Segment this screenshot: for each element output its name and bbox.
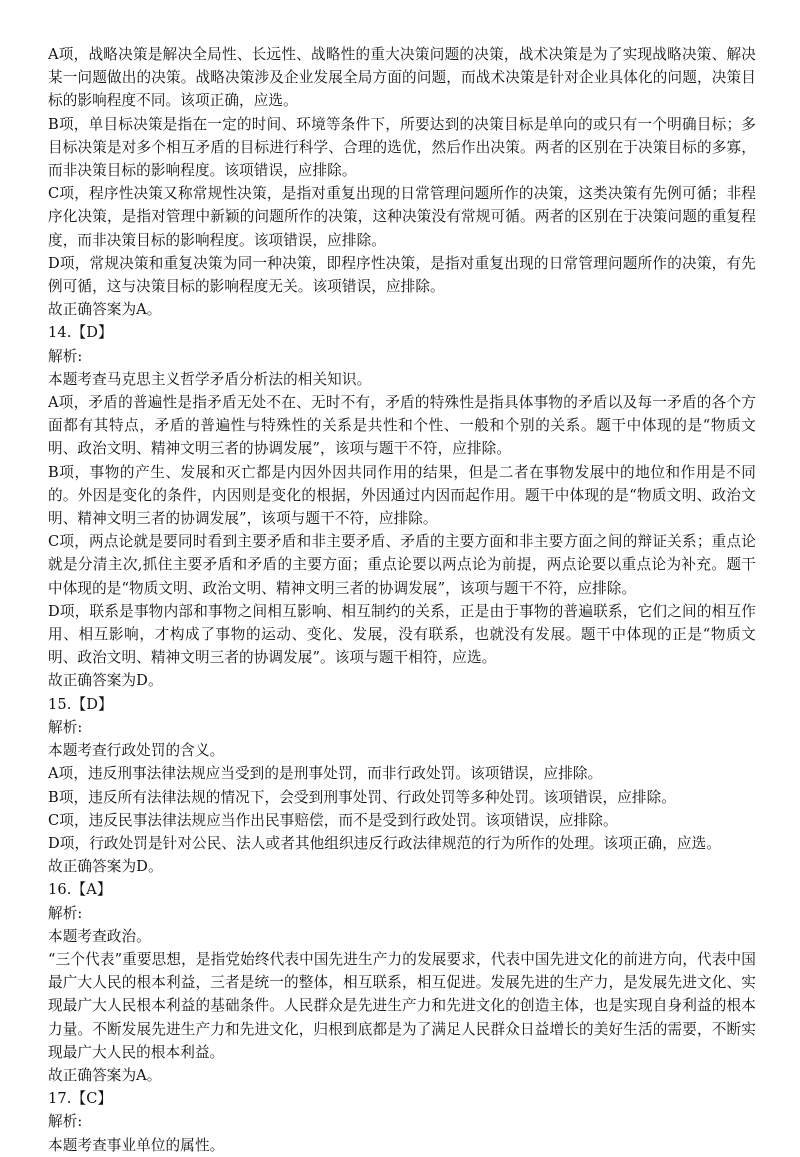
topic-line: 本题考查马克思主义哲学矛盾分析法的相关知识。: [48, 370, 372, 388]
answer-line: 故正确答案为D。: [48, 672, 163, 690]
option-c-explanation: C项，两点论就是要同时看到主要矛盾和非主要矛盾、矛盾的主要方面和非主要方面之间的辩证关系；重点论就是分清主次,抓住主要矛盾和矛盾的主要方面；重点论要以两点论为前提，两点论要以重点论为补充。题干中体现的是“物质文明、政治文明、精神文明三者的协调发展”，该项与题干不符，应排除。: [48, 533, 756, 597]
analysis-label: 解析:: [48, 1113, 83, 1131]
analysis-label: 解析:: [48, 347, 83, 365]
answer-line: 故正确答案为D。: [48, 858, 163, 876]
topic-line: 本题考查政治。: [48, 927, 151, 945]
answer-line: 故正确答案为A。: [48, 1066, 162, 1084]
option-a-explanation: A项，违反刑事法律法规应当受到的是刑事处罚，而非行政处罚。该项错误，应排除。: [48, 765, 603, 783]
analysis-label: 解析:: [48, 718, 83, 736]
question-17-heading: 17.【C】: [48, 1090, 113, 1108]
question-15-heading: 15.【D】: [48, 695, 113, 713]
option-d-explanation: D项，联系是事物内部和事物之间相互影响、相互制约的关系，正是由于事物的普遍联系，它们之间的相互作用、相互影响，才构成了事物的运动、变化、发展，没有联系，也就没有发展。题干中体现的正是“物质文明、政治文明、精神文明三者的协调发展”。该项与题干相符，应选。: [48, 602, 756, 667]
explanation-paragraph: “三个代表”重要思想，是指党始终代表中国先进生产力的发展要求，代表中国先进文化的前进方向，代表中国最广大人民的根本利益，三者是统一的整体，相互联系，相互促进。发展先进的生产力，是发展先进文化、实现最广大人民根本利益的基础条件。人民群众是先进生产力和先进文化的创造主体，也是实现自身利益的根本力量。不断发展先进生产力和先进文化，归根到底都是为了满足人民群众日益增长的美好生活的需要，不断实现最广大人民的根本利益。: [48, 950, 756, 1061]
answer-line: 故正确答案为A。: [48, 301, 162, 319]
topic-line: 本题考查事业单位的属性。: [48, 1136, 225, 1154]
option-b-explanation: B项，违反所有法律法规的情况下，会受到刑事处罚、行政处罚等多种处罚。该项错误，应排除。: [48, 788, 676, 806]
option-d-explanation: D项，常规决策和重复决策为同一种决策，即程序性决策，是指对重复出现的日常管理问题所作的决策，有先例可循，这与决策目标的影响程度无关。该项错误，应排除。: [48, 254, 756, 296]
option-b-explanation: B项，单目标决策是指在一定的时间、环境等条件下，所要达到的决策目标是单向的或只有一个明确目标；多目标决策是对多个相互矛盾的目标进行科学、合理的选优，然后作出决策。两者的区别在于决策目标的多寡，而非决策目标的影响程度。该项错误，应排除。: [48, 115, 756, 180]
option-a-explanation: A项，战略决策是解决全局性、长远性、战略性的重大决策问题的决策，战术决策是为了实现战略决策、解决某一问题做出的决策。战略决策涉及企业发展全局方面的问题，而战术决策是针对企业具体化的问题，决策目标的影响程度不同。该项正确，应选。: [48, 46, 756, 110]
option-b-explanation: B项，事物的产生、发展和灭亡都是内因外因共同作用的结果，但是二者在事物发展中的地位和作用是不同的。外因是变化的条件，内因则是变化的根据，外因通过内因而起作用。题干中体现的是“物质文明、政治文明、精神文明三者的协调发展”，该项与题干不符，应排除。: [48, 463, 756, 528]
option-a-explanation: A项，矛盾的普遍性是指矛盾无处不在、无时不有，矛盾的特殊性是指具体事物的矛盾以及每一矛盾的各个方面都有其特点，矛盾的普遍性与特殊性的关系是共性和个性、一般和个别的关系。题干中体现的是“物质文明、政治文明、精神文明三者的协调发展”，该项与题干不符，应排除。: [48, 394, 756, 458]
topic-line: 本题考查行政处罚的含义。: [48, 742, 225, 760]
question-16-heading: 16.【A】: [48, 881, 112, 899]
analysis-label: 解析:: [48, 904, 83, 922]
question-14-heading: 14.【D】: [48, 324, 113, 342]
option-d-explanation: D项，行政处罚是针对公民、法人或者其他组织违反行政法律规范的行为所作的处理。该项正确，应选。: [48, 834, 722, 852]
option-c-explanation: C项，程序性决策又称常规性决策，是指对重复出现的日常管理问题所作的决策，这类决策有先例可循；非程序化决策，是指对管理中新颖的问题所作的决策，这种决策没有常规可循。两者的区别在于决策问题的重复程度，而非决策目标的影响程度。该项错误，应排除。: [48, 185, 756, 249]
option-c-explanation: C项，违反民事法律法规应当作出民事赔偿，而不是受到行政处罚。该项错误，应排除。: [48, 811, 618, 829]
